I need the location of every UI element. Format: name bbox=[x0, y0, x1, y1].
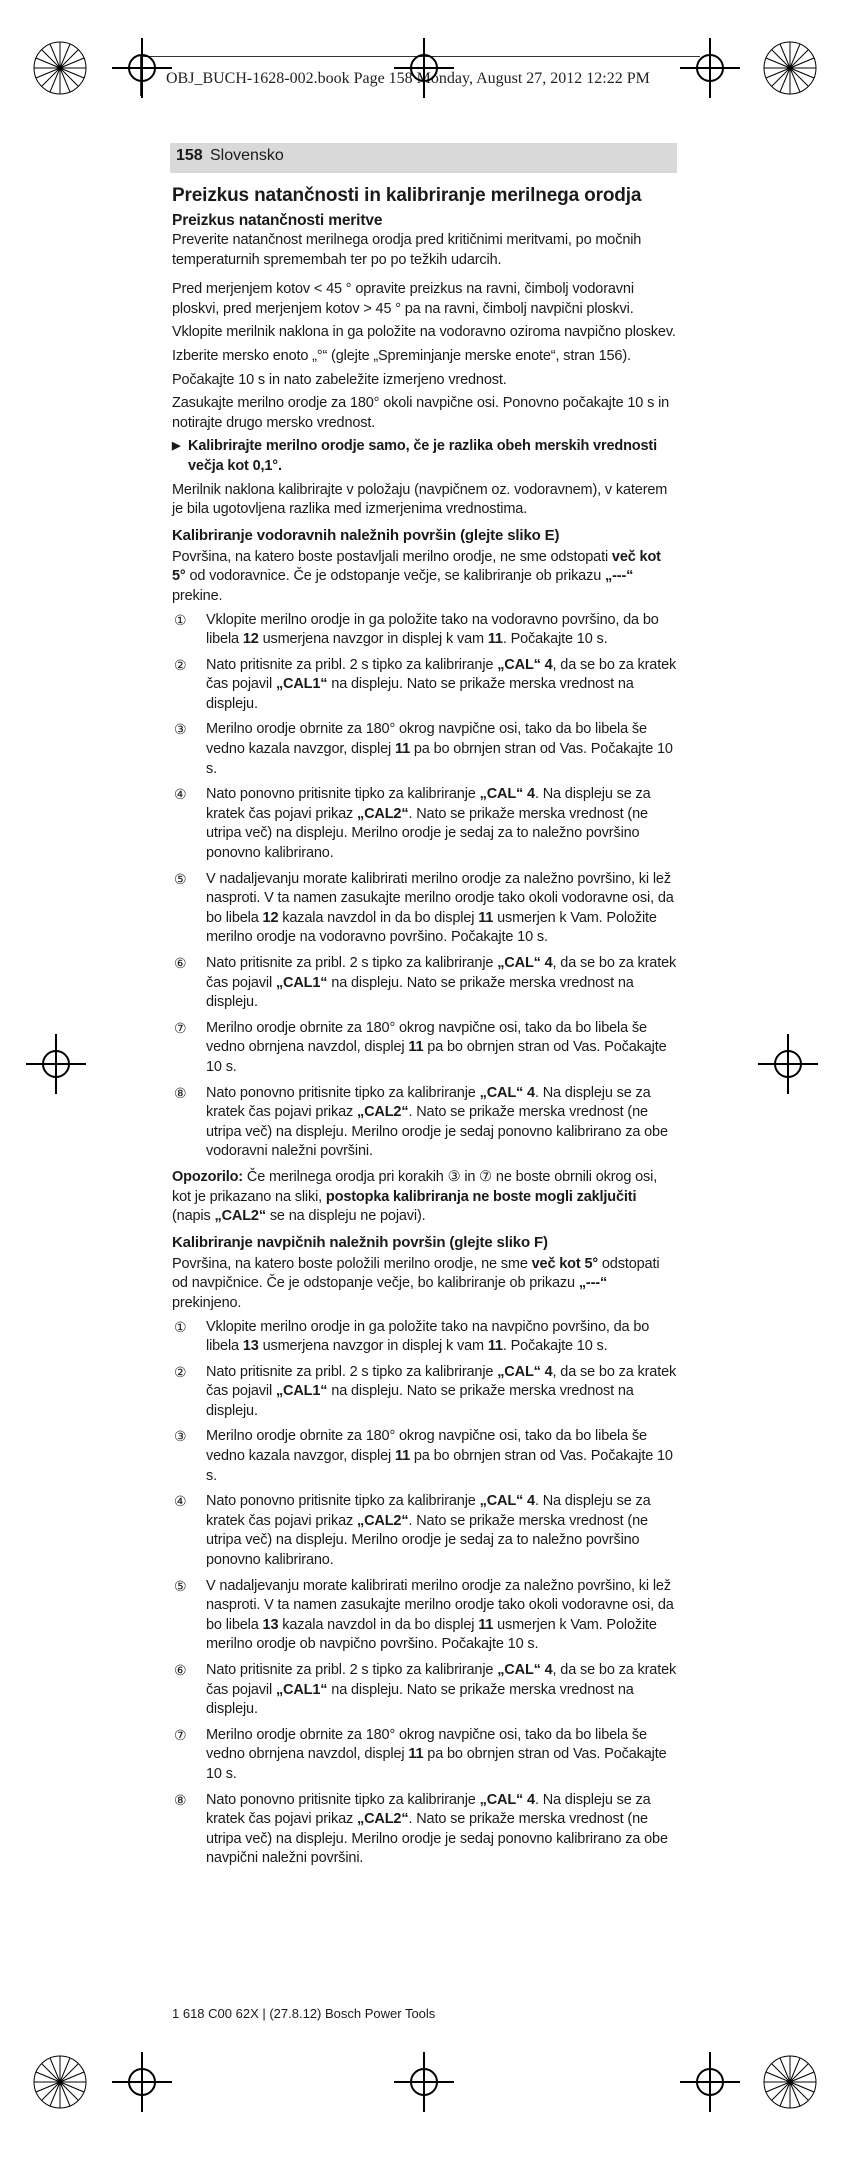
step-item bbox=[172, 1492, 677, 1570]
radial-mark-top-left bbox=[30, 38, 90, 98]
step-text: Merilno orodje obrnite za 180° okrog navpične osi, tako da bo libela še vedno kazala navzgor, displej 11 pa bo obrnjen stran od Vas. Počakajte 10 s. bbox=[206, 721, 673, 777]
step-number: ⑧ bbox=[174, 1791, 187, 1808]
paragraph: Površina, na katero boste položili merilno orodje, ne sme več kot 5° odstopati od navpičnice. Če je odstopanje večje, bo kalibriranje ob prikazu „---“ prekinjeno. bbox=[172, 1255, 660, 1311]
step-text: V nadaljevanju morate kalibrirati merilno orodje za naležno površino, ki lež nasproti. V ta namen zasukajte merilno orodje tako okoli vodoravne osi, da bo libela 13 kazala navzdol in da bo displej 11 usmerjen k Vam. Položite merilno orodje ob navpično površino. Počakajte 10 s. bbox=[206, 1577, 674, 1653]
step-text: Nato ponovno pritisnite tipko za kalibriranje „CAL“ 4. Na displeju se za kratek čas pojavi prikaz „CAL2“. Nato se prikaže merska vrednost (ne utripa več) na displeju. Merilno orodje je sedaj ponovno kalibrirano za obe vodoravni naležni površini. bbox=[206, 1084, 668, 1160]
step-number: ⑦ bbox=[174, 1726, 187, 1743]
paragraph: Zasukajte merilno orodje za 180° okoli navpične osi. Ponovno počakajte 10 s in notirajte drugo mersko vrednost. bbox=[172, 395, 670, 431]
section-heading-accuracy: Preizkus natančnosti meritve bbox=[172, 212, 383, 229]
registration-mark-mid-left bbox=[26, 1034, 86, 1094]
registration-mark-bottom-right bbox=[680, 2052, 740, 2112]
paragraph: Izberite mersko enoto „°“ (glejte „Spreminjanje merske enote“, stran 156). bbox=[172, 347, 631, 364]
step-text: Merilno orodje obrnite za 180° okrog navpične osi, tako da bo libela še vedno kazala navzgor, displej 11 pa bo obrnjen stran od Vas. Počakajte 10 s. bbox=[206, 1428, 673, 1484]
registration-mark-bottom-left bbox=[112, 2052, 172, 2112]
section-heading-horizontal: Kalibriranje vodoravnih naležnih površin (glejte sliko E) bbox=[172, 526, 560, 544]
bullet-text: Kalibrirajte merilno orodje samo, če je razlika obeh merskih vrednosti večja kot 0,1°. bbox=[188, 438, 657, 474]
page-title: Preizkus natančnosti in kalibriranje merilnega orodja bbox=[172, 185, 642, 206]
print-header: OBJ_BUCH-1628-002.book Page 158 Monday, August 27, 2012 12:22 PM bbox=[166, 70, 650, 87]
registration-mark-top-right bbox=[680, 38, 740, 98]
step-item bbox=[172, 611, 677, 650]
step-text: Merilno orodje obrnite za 180° okrog navpične osi, tako da bo libela še vedno obrnjena navzdol, displej 11 pa bo obrnjen stran od Vas. Počakajte 10 s. bbox=[206, 1019, 667, 1075]
step-text: Nato pritisnite za pribl. 2 s tipko za kalibriranje „CAL“ 4, da se bo za kratek čas pojavil „CAL1“ na displeju. Nato se prikaže merska vrednost na displeju. bbox=[206, 656, 677, 712]
step-item bbox=[172, 1318, 677, 1357]
registration-mark-top-left bbox=[112, 38, 172, 98]
paragraph: Pred merjenjem kotov < 45 ° opravite preizkus na ravni, čimbolj vodoravni ploskvi, pred merjenjem kotov > 45 ° pa na ravni, čimbolj navpični ploskvi. bbox=[172, 281, 634, 317]
step-number: ④ bbox=[174, 1493, 187, 1510]
paragraph: Vklopite merilnik naklona in ga položite na vodoravno oziroma navpično ploskev. bbox=[172, 324, 676, 341]
step-number: ⑤ bbox=[174, 1577, 187, 1594]
step-text: Vklopite merilno orodje in ga položite tako na vodoravno površino, da bo libela 12 usmerjena navzgor in displej k vam 11. Počakajte 10 s. bbox=[206, 611, 659, 648]
paragraph: Merilnik naklona kalibrirajte v položaju (navpičnem oz. vodoravnem), v katerem je bila ugotovljena razlika med izmerjenima vrednostima. bbox=[172, 481, 668, 518]
step-item bbox=[172, 720, 677, 779]
step-item bbox=[172, 1363, 677, 1422]
radial-mark-top-right bbox=[760, 38, 820, 98]
step-item bbox=[172, 785, 677, 863]
step-item bbox=[172, 1661, 677, 1720]
step-item bbox=[172, 1084, 677, 1162]
step-text: Nato pritisnite za pribl. 2 s tipko za kalibriranje „CAL“ 4, da se bo za kratek čas pojavil „CAL1“ na displeju. Nato se prikaže merska vrednost na displeju. bbox=[206, 955, 677, 1011]
step-number: ⑥ bbox=[174, 1662, 187, 1678]
step-number: ③ bbox=[174, 721, 187, 738]
step-item bbox=[172, 1791, 677, 1869]
step-text: Merilno orodje obrnite za 180° okrog navpične osi, tako da bo libela še vedno obrnjena navzdol, displej 11 pa bo obrnjen stran od Vas. Počakajte 10 s. bbox=[206, 1726, 667, 1782]
step-number: ⑤ bbox=[174, 870, 187, 887]
registration-mark-bottom-center bbox=[394, 2052, 454, 2112]
warning-bullet bbox=[172, 437, 677, 476]
step-list-vertical bbox=[172, 1318, 677, 1869]
step-number: ⑧ bbox=[174, 1084, 187, 1101]
step-text: Nato ponovno pritisnite tipko za kalibriranje „CAL“ 4. Na displeju se za kratek čas pojavi prikaz „CAL2“. Nato se prikaže merska vrednost (ne utripa več) na displeju. Merilno orodje je sedaj ponovno kalibrirano za obe navpični naležni površini. bbox=[206, 1791, 668, 1867]
radial-mark-bottom-right bbox=[760, 2052, 820, 2112]
step-text: Nato ponovno pritisnite tipko za kalibriranje „CAL“ 4. Na displeju se za kratek čas pojavi prikaz „CAL2“. Nato se prikaže merska vrednost (ne utripa več) na displeju. Merilno orodje je sedaj za to naležno površino ponovno kalibrirano. bbox=[206, 786, 651, 862]
step-item bbox=[172, 1019, 677, 1078]
page-footer: 1 618 C00 62X | (27.8.12) Bosch Power Tools bbox=[172, 2006, 436, 2021]
step-text: Nato ponovno pritisnite tipko za kalibriranje „CAL“ 4. Na displeju se za kratek čas pojavi prikaz „CAL2“. Nato se prikaže merska vrednost (ne utripa več) na displeju. Merilno orodje je sedaj za to naležno površino ponovno kalibrirano. bbox=[206, 1493, 651, 1569]
paragraph: Površina, na katero boste postavljali merilno orodje, ne sme odstopati več kot 5° od vodoravnice. Če je odstopanje večje, se kalibriranje ob prikazu „---“ prekine. bbox=[172, 548, 661, 604]
paragraph: Počakajte 10 s in nato zabeležite izmerjeno vrednost. bbox=[172, 371, 507, 388]
step-item bbox=[172, 1427, 677, 1486]
step-number: ③ bbox=[174, 1428, 187, 1445]
step-number: ② bbox=[174, 656, 187, 673]
page-language: Slovensko bbox=[210, 147, 284, 164]
note-paragraph: Opozorilo: Če merilnega orodja pri korakih ③ in ⑦ ne boste obrnili okrog osi, kot je prikazano na sliki, postopka kalibriranja ne boste mogli zaključiti (napis „CAL2“ se na displeju ne pojavi). bbox=[172, 1168, 658, 1225]
step-number: ⑦ bbox=[174, 1019, 187, 1036]
step-text: Nato pritisnite za pribl. 2 s tipko za kalibriranje „CAL“ 4, da se bo za kratek čas pojavil „CAL1“ na displeju. Nato se prikaže merska vrednost na displeju. bbox=[206, 1662, 677, 1718]
page-number: 158 bbox=[176, 147, 203, 164]
registration-mark-top-center bbox=[394, 38, 454, 98]
step-item bbox=[172, 656, 677, 715]
step-number: ② bbox=[174, 1363, 187, 1380]
step-number: ① bbox=[174, 1318, 187, 1335]
section-heading-vertical: Kalibriranje navpičnih naležnih površin (glejte sliko F) bbox=[172, 1233, 548, 1251]
step-item bbox=[172, 1577, 677, 1655]
triangle-bullet-icon: ▶ bbox=[172, 440, 181, 453]
step-text: V nadaljevanju morate kalibrirati merilno orodje za naležno površino, ki lež nasproti. V ta namen zasukajte merilno orodje tako okoli vodoravne osi, da bo libela 12 kazala navzdol in da bo displej 11 usmerjen k Vam. Položite merilno orodje na vodoravno površino. Počakajte 10 s. bbox=[206, 870, 674, 946]
step-number: ⑥ bbox=[174, 955, 187, 971]
step-list-horizontal bbox=[172, 611, 677, 1162]
registration-mark-mid-right bbox=[758, 1034, 818, 1094]
radial-mark-bottom-left bbox=[30, 2052, 90, 2112]
step-item bbox=[172, 954, 677, 1013]
step-text: Nato pritisnite za pribl. 2 s tipko za kalibriranje „CAL“ 4, da se bo za kratek čas pojavil „CAL1“ na displeju. Nato se prikaže merska vrednost na displeju. bbox=[206, 1363, 677, 1419]
page-body bbox=[172, 180, 677, 1875]
step-item bbox=[172, 870, 677, 948]
step-text: Vklopite merilno orodje in ga položite tako na navpično površino, da bo libela 13 usmerjena navzgor in displej k vam 11. Počakajte 10 s. bbox=[206, 1318, 650, 1355]
step-item bbox=[172, 1726, 677, 1785]
step-number: ④ bbox=[174, 786, 187, 803]
paragraph: Preverite natančnost merilnega orodja pred kritičnimi meritvami, po močnih temperaturnih spremembah ter po po težkih udarcih. bbox=[172, 232, 642, 268]
step-number: ① bbox=[174, 611, 187, 628]
